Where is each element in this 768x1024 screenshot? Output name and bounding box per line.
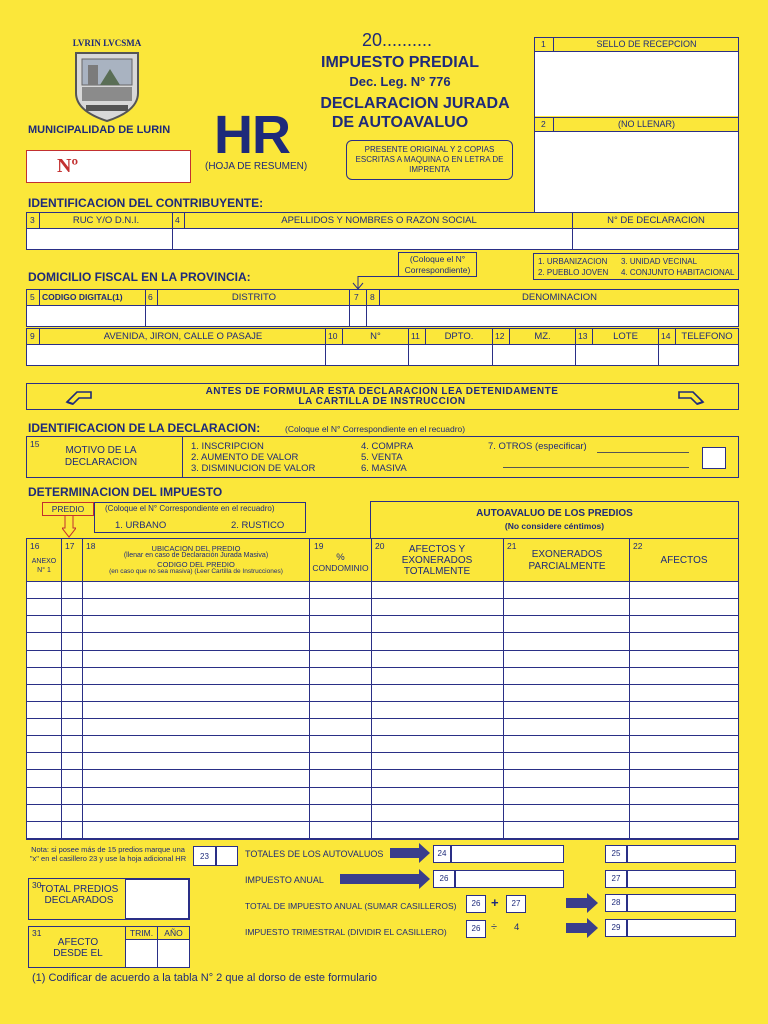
table-cell[interactable] — [27, 719, 61, 735]
table-cell[interactable] — [372, 616, 503, 632]
table-cell[interactable] — [83, 753, 309, 769]
table-row — [27, 582, 738, 599]
table-cell[interactable] — [27, 582, 61, 598]
casillero-26-num: 26 — [433, 870, 455, 888]
casillero-27-input[interactable] — [627, 870, 736, 888]
table-cell[interactable] — [630, 599, 738, 615]
no-llenar-area[interactable] — [535, 132, 738, 212]
table-cell[interactable] — [372, 788, 503, 804]
sum-box-26: 26 — [466, 895, 486, 913]
stamp-area[interactable] — [535, 52, 738, 116]
table-cell[interactable] — [630, 753, 738, 769]
table-cell[interactable] — [310, 685, 371, 701]
table-cell[interactable] — [504, 582, 629, 598]
table-cell[interactable] — [27, 599, 61, 615]
casillero-24-num: 24 — [433, 845, 451, 863]
otros-line[interactable] — [503, 467, 689, 468]
title-autoavaluo: DE AUTOAVALUO — [331, 114, 469, 131]
table-cell[interactable] — [504, 788, 629, 804]
table-row — [27, 651, 738, 668]
table-cell[interactable] — [504, 616, 629, 632]
table-row — [27, 719, 738, 736]
crest-shield-icon — [70, 49, 144, 123]
instructions-box — [346, 140, 513, 180]
domicilio-grid-2 — [26, 328, 739, 366]
table-cell[interactable] — [27, 616, 61, 632]
col17-num: 17 — [65, 541, 75, 551]
casillero-24-input[interactable] — [451, 845, 564, 863]
motivo-box — [26, 436, 739, 478]
municipality-crest — [70, 38, 144, 124]
right-arrow-icon — [390, 848, 420, 858]
field3-label: RUC Y/O D.N.I. — [72, 215, 140, 226]
lote-input[interactable] — [576, 345, 658, 365]
table-cell[interactable] — [83, 599, 309, 615]
table-cell[interactable] — [83, 702, 309, 718]
table-cell[interactable] — [62, 770, 82, 786]
motivo-option-6: 6. MASIVA — [361, 463, 407, 474]
field13-label: LOTE — [613, 331, 638, 342]
ano-input[interactable] — [158, 940, 189, 967]
predio-label: PREDIO — [51, 504, 85, 514]
trim-label: TRIM. — [129, 928, 154, 938]
autoavaluo-header-box — [370, 501, 739, 539]
title-dec-leg: Dec. Leg. N° 776 — [349, 74, 451, 89]
col22-num: 22 — [633, 541, 643, 551]
table-cell[interactable] — [372, 770, 503, 786]
table-cell[interactable] — [372, 668, 503, 684]
table-cell[interactable] — [630, 770, 738, 786]
stamp-box — [534, 37, 739, 213]
table-cell[interactable] — [62, 788, 82, 804]
down-arrow-icon — [352, 276, 364, 290]
table-cell[interactable] — [83, 822, 309, 838]
col16-label: ANEXO N° 1 — [31, 558, 57, 574]
table-row — [27, 788, 738, 805]
field11-label: DPTO. — [444, 331, 474, 342]
right-arrow-icon — [566, 898, 588, 908]
col22-label: AFECTOS — [660, 555, 708, 566]
grid-line — [39, 290, 40, 305]
table-cell[interactable] — [504, 702, 629, 718]
table-cell[interactable] — [504, 736, 629, 752]
field4-label: APELLIDOS Y NOMBRES O RAZON SOCIAL — [281, 215, 477, 226]
nombres-input[interactable] — [173, 229, 572, 249]
right-arrow-icon — [340, 874, 420, 884]
col19-num: 19 — [314, 541, 324, 551]
title-impuesto-predial: IMPUESTO PREDIAL — [321, 54, 479, 71]
table-cell[interactable] — [310, 668, 371, 684]
col21-label: EXONERADOS PARCIALMENTE — [528, 549, 606, 572]
avenida-input[interactable] — [27, 345, 325, 365]
table-cell[interactable] — [83, 736, 309, 752]
casillero-28-num: 28 — [605, 894, 627, 912]
trim-input[interactable] — [126, 940, 157, 967]
table-cell[interactable] — [27, 702, 61, 718]
footer-note: (1) Codificar de acuerdo a la tabla N° 2 que al dorso de este formulario — [32, 972, 377, 984]
predio-rustico: 2. RUSTICO — [231, 520, 285, 531]
table-cell[interactable] — [62, 719, 82, 735]
table-cell[interactable] — [83, 582, 309, 598]
casillero-31-num: 31 — [32, 928, 42, 938]
divisor-four: 4 — [514, 922, 520, 933]
field12-num: 12 — [495, 331, 505, 341]
table-cell[interactable] — [83, 685, 309, 701]
table-cell[interactable] — [310, 719, 371, 735]
stamp-num-divider — [553, 38, 554, 51]
casillero-26-input[interactable] — [455, 870, 564, 888]
table-row — [27, 633, 738, 650]
field6-num: 6 — [148, 292, 153, 302]
table-cell[interactable] — [504, 753, 629, 769]
table-cell[interactable] — [630, 736, 738, 752]
casillero-30-num: 30 — [32, 880, 42, 890]
table-cell[interactable] — [83, 633, 309, 649]
table-cell[interactable] — [310, 651, 371, 667]
table-cell[interactable] — [27, 685, 61, 701]
table-cell[interactable] — [630, 668, 738, 684]
table-cell[interactable] — [62, 616, 82, 632]
table-cell[interactable] — [27, 822, 61, 838]
table-row — [27, 702, 738, 719]
table-cell[interactable] — [310, 805, 371, 821]
field8-num: 8 — [370, 292, 375, 302]
crest-motto: LVRIN LVCSMA — [72, 38, 142, 48]
casillero-23-num: 23 — [193, 846, 216, 866]
table-cell[interactable] — [310, 616, 371, 632]
grid-line — [184, 213, 185, 228]
table-row — [27, 822, 738, 839]
grid-line — [379, 290, 380, 305]
field5-num: 5 — [30, 292, 35, 302]
table-cell[interactable] — [310, 822, 371, 838]
field3-num: 3 — [30, 215, 35, 225]
table-cell[interactable] — [504, 668, 629, 684]
casillero-25-input[interactable] — [627, 845, 736, 863]
table-cell[interactable] — [62, 736, 82, 752]
sum-box-27: 27 — [506, 895, 526, 913]
field14-label: TELEFONO — [681, 331, 733, 342]
field8-label: DENOMINACION — [522, 292, 597, 303]
total-predios-box — [28, 878, 190, 920]
table-cell[interactable] — [62, 599, 82, 615]
table-cell[interactable] — [83, 770, 309, 786]
predio-hint: (Coloque el N° Correspondiente en el recuadro) — [105, 504, 275, 513]
domicilio-grid-1 — [26, 289, 739, 327]
notice-banner — [26, 383, 739, 410]
table-cell[interactable] — [630, 582, 738, 598]
table-cell[interactable] — [310, 770, 371, 786]
col21-num: 21 — [507, 541, 517, 551]
numero-input[interactable] — [326, 345, 408, 365]
table-cell[interactable] — [372, 736, 503, 752]
table-cell[interactable] — [310, 788, 371, 804]
table-cell[interactable] — [372, 582, 503, 598]
table-row — [27, 770, 738, 787]
plus-sign: + — [491, 895, 499, 910]
writing-hand-icon — [65, 388, 93, 406]
table-row — [27, 616, 738, 633]
table-cell[interactable] — [62, 685, 82, 701]
table-cell[interactable] — [62, 668, 82, 684]
table-cell[interactable] — [83, 651, 309, 667]
form-code-subtitle: (HOJA DE RESUMEN) — [205, 161, 308, 172]
table-cell[interactable] — [62, 582, 82, 598]
casillero-23-input[interactable] — [216, 846, 238, 866]
col16-num: 16 — [30, 541, 40, 551]
table-cell[interactable] — [62, 702, 82, 718]
predios-table — [26, 538, 739, 840]
grid-line — [182, 437, 183, 477]
table-cell[interactable] — [83, 788, 309, 804]
tipo-zona-input[interactable] — [350, 306, 366, 326]
col20-label: AFECTOS Y EXONERADOS TOTALMENTE — [401, 544, 473, 577]
more-predios-note: Nota: si posee más de 15 predios marque una "x" en el casillero 23 y use la hoja adicional HR — [29, 845, 187, 863]
domicilio-options-box — [533, 253, 739, 280]
field11-num: 11 — [411, 331, 420, 341]
domicilio-hint: (Coloque el N° Correspondiente) — [404, 254, 471, 275]
year-field: 20.......... — [362, 30, 433, 50]
grid-line — [39, 213, 40, 228]
table-cell[interactable] — [372, 651, 503, 667]
trimestral-label: IMPUESTO TRIMESTRAL (DIVIDIR EL CASILLERO) — [245, 927, 447, 937]
casillero-28-input[interactable] — [627, 894, 736, 912]
autoavaluo-title: AUTOAVALUO DE LOS PREDIOS — [476, 508, 633, 519]
down-arrow-icon — [62, 516, 76, 538]
hint-connector — [358, 276, 398, 277]
motivo-option-3: 3. DISMINUCION DE VALOR — [191, 463, 316, 474]
instructions-text: PRESENTE ORIGINAL Y 2 COPIAS ESCRITAS A MAQUINA O EN LETRA DE IMPRENTA — [355, 145, 504, 174]
field5-label: CODIGO DIGITAL(1) — [42, 292, 123, 302]
contribuyente-grid — [26, 212, 739, 250]
table-cell[interactable] — [83, 616, 309, 632]
table-cell[interactable] — [372, 753, 503, 769]
field12-label: MZ. — [534, 331, 551, 342]
table-cell[interactable] — [372, 805, 503, 821]
table-cell[interactable] — [372, 685, 503, 701]
col19-label: % — [336, 552, 345, 563]
table-cell[interactable] — [630, 685, 738, 701]
table-row — [27, 668, 738, 685]
table-row — [27, 805, 738, 822]
field15-num: 15 — [30, 439, 40, 449]
table-cell[interactable] — [372, 822, 503, 838]
dpto-input[interactable] — [409, 345, 492, 365]
col19-label2: CONDOMINIO — [312, 563, 369, 573]
stamp-box2-num: 2 — [541, 119, 546, 129]
predio-label-box — [42, 502, 94, 516]
table-cell[interactable] — [504, 599, 629, 615]
table-cell[interactable] — [310, 582, 371, 598]
casillero-25-num: 25 — [605, 845, 627, 863]
predio-hint-box — [94, 502, 306, 533]
col20-num: 20 — [375, 541, 385, 551]
motivo-label: MOTIVO DE LA DECLARACION — [64, 445, 138, 468]
div-box-26: 26 — [466, 920, 486, 938]
table-cell[interactable] — [310, 633, 371, 649]
table-cell[interactable] — [630, 822, 738, 838]
table-cell[interactable] — [630, 702, 738, 718]
table-cell[interactable] — [504, 805, 629, 821]
right-arrow-icon — [566, 923, 588, 933]
table-cell[interactable] — [310, 702, 371, 718]
field14-num: 14 — [661, 331, 671, 341]
form-code: HR — [214, 105, 290, 165]
codigo-digital-input[interactable] — [27, 306, 145, 326]
stamp-num-divider — [553, 118, 554, 131]
ruc-dni-input[interactable] — [27, 229, 172, 249]
motivo-option-1: 1. INSCRIPCION — [191, 441, 264, 452]
afecto-desde-label: AFECTO DESDE EL — [53, 937, 103, 959]
stamp-divider — [535, 117, 738, 118]
telefono-input[interactable] — [659, 345, 738, 365]
divide-sign: ÷ — [491, 921, 498, 933]
total-predios-label: TOTAL PREDIOS DECLARADOS — [39, 884, 119, 906]
denominacion-input[interactable] — [367, 306, 738, 326]
casillero-27-num: 27 — [605, 870, 627, 888]
table-cell[interactable] — [27, 788, 61, 804]
table-cell[interactable] — [504, 651, 629, 667]
table-cell[interactable] — [310, 599, 371, 615]
table-cell[interactable] — [83, 668, 309, 684]
casillero-29-input[interactable] — [627, 919, 736, 937]
option-urbanizacion: 1. URBANIZACION — [538, 257, 608, 266]
table-cell[interactable] — [83, 805, 309, 821]
row-divider — [27, 838, 738, 839]
field6-label: DISTRITO — [231, 292, 277, 303]
table-cell[interactable] — [504, 719, 629, 735]
table-cell[interactable] — [630, 719, 738, 735]
table-row — [27, 599, 738, 616]
section-impuesto-title: DETERMINACION DEL IMPUESTO — [28, 485, 223, 499]
predios-rows — [27, 582, 738, 839]
form-number-box[interactable] — [26, 150, 191, 183]
notice-line2: LA CARTILLA DE INSTRUCCION — [298, 396, 466, 407]
col18-line4: (en caso que no sea masiva) (Leer Cartilla de Instrucciones) — [109, 568, 283, 575]
domicilio-hint-box — [398, 252, 477, 277]
title-declaracion-jurada: DECLARACION JURADA — [320, 95, 510, 112]
grid-line — [157, 290, 158, 305]
autoavaluo-subtitle: (No considere céntimos) — [504, 521, 605, 531]
table-cell[interactable] — [504, 633, 629, 649]
mz-input[interactable] — [493, 345, 575, 365]
table-cell[interactable] — [27, 770, 61, 786]
table-cell[interactable] — [27, 633, 61, 649]
total-predios-input[interactable] — [125, 879, 189, 919]
municipality-name: MUNICIPALIDAD DE LURIN — [28, 124, 171, 136]
writing-hand-icon — [677, 388, 705, 406]
table-cell[interactable] — [27, 805, 61, 821]
table-cell[interactable] — [630, 651, 738, 667]
table-cell[interactable] — [62, 633, 82, 649]
field9-label: AVENIDA, JIRON, CALLE O PASAJE — [103, 331, 263, 342]
table-cell[interactable] — [372, 702, 503, 718]
section-contribuyente-title: IDENTIFICACION DEL CONTRIBUYENTE: — [28, 196, 264, 210]
table-cell[interactable] — [27, 753, 61, 769]
field10-label: N° — [370, 331, 381, 342]
motivo-option-2: 2. AUMENTO DE VALOR — [191, 452, 299, 463]
col18-num: 18 — [86, 541, 96, 551]
table-cell[interactable] — [504, 822, 629, 838]
table-cell[interactable] — [504, 770, 629, 786]
motivo-option-5: 5. VENTA — [361, 452, 403, 463]
table-cell[interactable] — [27, 736, 61, 752]
table-cell[interactable] — [27, 651, 61, 667]
table-cell[interactable] — [372, 719, 503, 735]
table-cell[interactable] — [504, 685, 629, 701]
field13-num: 13 — [578, 331, 588, 341]
table-cell[interactable] — [630, 633, 738, 649]
field7-num: 7 — [354, 292, 359, 302]
col18-line2: (llenar en caso de Declaración Jurada Masiva) — [123, 552, 269, 559]
table-cell[interactable] — [83, 719, 309, 735]
stamp-box2-label: (NO LLENAR) — [617, 119, 675, 129]
declaracion-number-label: N° DE DECLARACION — [607, 215, 705, 226]
afecto-desde-box — [28, 926, 190, 968]
table-cell[interactable] — [310, 753, 371, 769]
table-cell[interactable] — [630, 805, 738, 821]
casillero-29-num: 29 — [605, 919, 627, 937]
stamp-box1-num: 1 — [541, 39, 546, 49]
field4-num: 4 — [175, 215, 180, 225]
table-cell[interactable] — [630, 788, 738, 804]
motivo-input[interactable] — [702, 447, 726, 469]
distrito-input[interactable] — [146, 306, 349, 326]
col18-line3: CODIGO DEL PREDIO — [157, 560, 235, 569]
section-domicilio-title: DOMICILIO FISCAL EN LA PROVINCIA: — [28, 270, 251, 284]
motivo-option-7: 7. OTROS (especificar) — [488, 441, 587, 452]
total-anual-label: TOTAL DE IMPUESTO ANUAL (SUMAR CASILLEROS) — [245, 901, 457, 911]
grid-line — [39, 329, 40, 344]
notice-line1: ANTES DE FORMULAR ESTA DECLARACION LEA DETENIDAMENTE — [205, 386, 559, 397]
section-declaracion-title: IDENTIFICACION DE LA DECLARACION: — [28, 421, 261, 435]
motivo-option-4: 4. COMPRA — [361, 441, 414, 452]
impuesto-anual-label: IMPUESTO ANUAL — [245, 875, 324, 885]
declaracion-number-input[interactable] — [573, 229, 738, 249]
table-cell[interactable] — [62, 822, 82, 838]
stamp-box1-label: SELLO DE RECEPCION — [596, 39, 697, 49]
declaracion-hint: (Coloque el N° Correspondiente en el recuadro) — [285, 424, 466, 434]
table-cell[interactable] — [62, 753, 82, 769]
table-cell[interactable] — [62, 805, 82, 821]
table-cell[interactable] — [630, 616, 738, 632]
table-cell[interactable] — [62, 651, 82, 667]
form-number-label: Nº — [57, 155, 79, 177]
table-row — [27, 736, 738, 753]
predio-urbano: 1. URBANO — [115, 520, 167, 531]
table-cell[interactable] — [372, 633, 503, 649]
otros-line[interactable] — [597, 452, 689, 453]
col18-line1: UBICACION DEL PREDIO — [151, 544, 241, 553]
option-unidad-vecinal: 3. UNIDAD VECINAL — [621, 257, 698, 266]
table-cell[interactable] — [27, 668, 61, 684]
option-pueblo-joven: 2. PUEBLO JOVEN — [538, 268, 609, 277]
table-cell[interactable] — [310, 736, 371, 752]
totales-label: TOTALES DE LOS AUTOVALUOS — [245, 849, 384, 859]
table-row — [27, 753, 738, 770]
table-cell[interactable] — [372, 599, 503, 615]
table-row — [27, 685, 738, 702]
option-conjunto-habitacional: 4. CONJUNTO HABITACIONAL — [621, 268, 735, 277]
field9-num: 9 — [30, 331, 35, 341]
ano-label: AÑO — [164, 928, 183, 938]
field10-num: 10 — [328, 331, 338, 341]
